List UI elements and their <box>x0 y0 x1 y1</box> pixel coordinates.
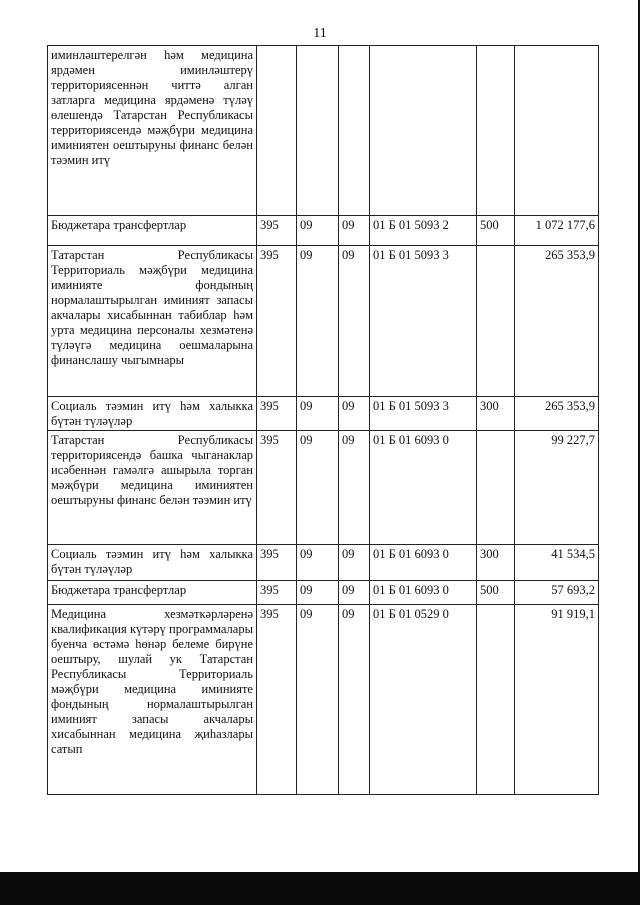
table-row <box>48 431 599 545</box>
target-code: 01 Б 01 5093 3 <box>370 397 477 431</box>
table-row <box>48 605 599 795</box>
amount: 265 353,9 <box>515 397 599 431</box>
row-description: Медицина хезмәткәрләренә квалификация күтәрү программалары буенча өстәмә һөнәр белеме бирүне оештыру, шулай ук Татарстан Республикасы Территориаль мәҗбүри медицина иминияте фондының нормалаштырылган иминият запасы акчалары хисабыннан медицина җиһазлары сатып <box>48 605 257 795</box>
table-row <box>48 397 599 431</box>
amount: 99 227,7 <box>515 431 599 545</box>
section-code: 09 <box>297 397 339 431</box>
page-number: 11 <box>313 26 327 41</box>
target-code: 01 Б 01 6093 0 <box>370 431 477 545</box>
ministry-code: 395 <box>257 605 297 795</box>
amount <box>515 46 599 216</box>
row-description: Бюджетара трансфертлар <box>48 581 257 605</box>
row-description: Бюджетара трансфертлар <box>48 216 257 246</box>
expense-type-code <box>477 431 515 545</box>
expense-type-code: 500 <box>477 216 515 246</box>
row-description: Социаль тәэмин итү һәм халыкка бүтән түләүләр <box>48 545 257 581</box>
expense-type-code: 300 <box>477 397 515 431</box>
subsection-code: 09 <box>339 397 370 431</box>
target-code: 01 Б 01 5093 3 <box>370 246 477 397</box>
section-code <box>297 46 339 216</box>
budget-table <box>47 45 599 795</box>
ministry-code: 395 <box>257 397 297 431</box>
expense-type-code: 300 <box>477 545 515 581</box>
subsection-code <box>339 46 370 216</box>
subsection-code: 09 <box>339 246 370 397</box>
expense-type-code <box>477 605 515 795</box>
table-row <box>48 216 599 246</box>
subsection-code: 09 <box>339 605 370 795</box>
ministry-code: 395 <box>257 581 297 605</box>
subsection-code: 09 <box>339 431 370 545</box>
ministry-code: 395 <box>257 246 297 397</box>
expense-type-code <box>477 46 515 216</box>
row-description: Татарстан Республикасы территориясендә башка чыганаклар исәбеннән гамәлгә ашырыла торган мәҗбүри медицина иминиятен оештыруны финанс белән тәэмин итү <box>48 431 257 545</box>
amount: 265 353,9 <box>515 246 599 397</box>
ministry-code: 395 <box>257 216 297 246</box>
section-code: 09 <box>297 216 339 246</box>
target-code: 01 Б 01 6093 0 <box>370 545 477 581</box>
target-code: 01 Б 01 6093 0 <box>370 581 477 605</box>
ministry-code: 395 <box>257 431 297 545</box>
table-row <box>48 581 599 605</box>
target-code: 01 Б 01 0529 0 <box>370 605 477 795</box>
section-code: 09 <box>297 431 339 545</box>
section-code: 09 <box>297 605 339 795</box>
table-row <box>48 46 599 216</box>
table-row <box>48 246 599 397</box>
expense-type-code <box>477 246 515 397</box>
amount: 57 693,2 <box>515 581 599 605</box>
section-code: 09 <box>297 545 339 581</box>
subsection-code: 09 <box>339 216 370 246</box>
target-code: 01 Б 01 5093 2 <box>370 216 477 246</box>
section-code: 09 <box>297 581 339 605</box>
ministry-code <box>257 46 297 216</box>
expense-type-code: 500 <box>477 581 515 605</box>
row-description: Татарстан Республикасы Территориаль мәҗбүри медицина иминияте фондының нормалаштырылган иминият запасы акчалары хисабыннан табиблар һәм урта медицина персоналы хезмәтенә түләүгә медицина оешмаларына финанслашу чыгымнары <box>48 246 257 397</box>
section-code: 09 <box>297 246 339 397</box>
row-description: Социаль тәэмин итү һәм халыкка бүтән түләүләр <box>48 397 257 431</box>
subsection-code: 09 <box>339 581 370 605</box>
scan-bottom-band <box>0 872 640 905</box>
subsection-code: 09 <box>339 545 370 581</box>
target-code <box>370 46 477 216</box>
table-row <box>48 545 599 581</box>
row-description: иминләштерелгән һәм медицина ярдәмен иминләштерү территориясеннән читтә алган затларга медицина ярдәменә түләү өлешендә Татарстан Республикасы территориясендә мәҗбүри медицина иминиятен оештыруны финанс белән тәэмин итү <box>48 46 257 216</box>
ministry-code: 395 <box>257 545 297 581</box>
amount: 91 919,1 <box>515 605 599 795</box>
amount: 1 072 177,6 <box>515 216 599 246</box>
amount: 41 534,5 <box>515 545 599 581</box>
